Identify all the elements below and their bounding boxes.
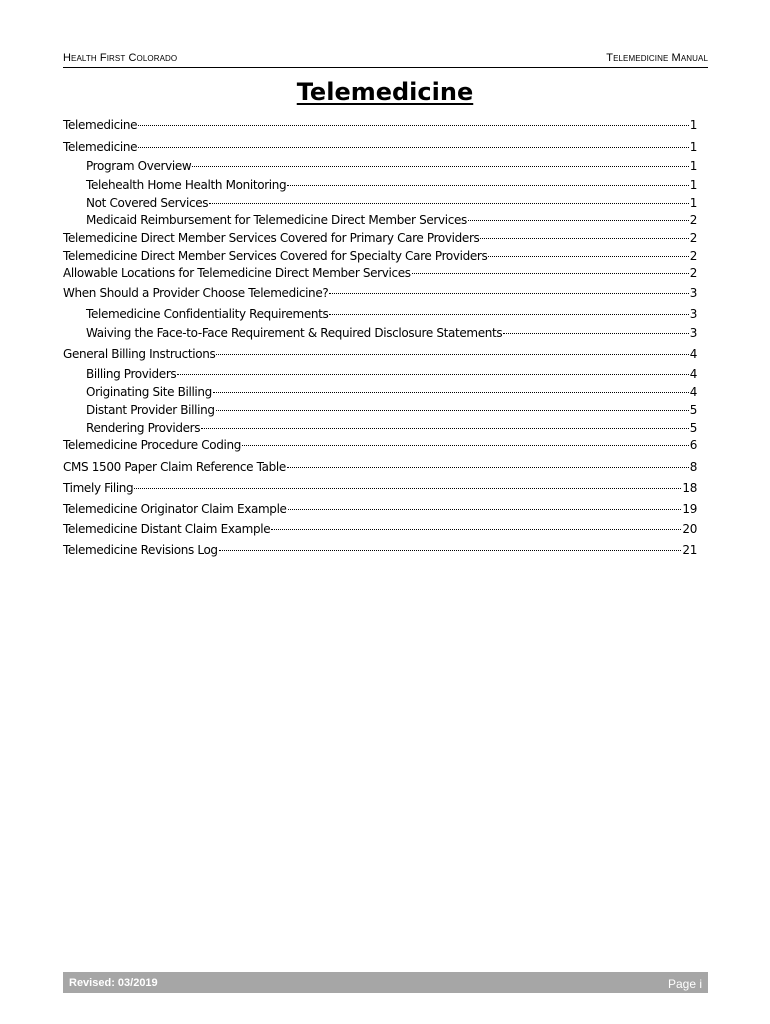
toc-entry-title: Billing Providers: [86, 367, 177, 381]
toc-entry[interactable]: [86, 420, 697, 436]
toc-entry-title: Medicaid Reimbursement for Telemedicine Direct Member Services: [86, 213, 467, 227]
toc-entry[interactable]: [86, 384, 697, 400]
toc-entry[interactable]: [86, 366, 697, 382]
toc-entry-title: When Should a Provider Choose Telemedicine?: [63, 286, 329, 300]
revised-date: Revised: 03/2019: [69, 977, 158, 989]
toc-entry-page: 1: [689, 196, 697, 210]
toc-entry[interactable]: [63, 521, 697, 537]
toc-entry-page: 6: [689, 438, 697, 452]
toc-entry[interactable]: [63, 230, 697, 246]
toc-dot-leader: [271, 529, 681, 530]
toc-dot-leader: [138, 147, 689, 148]
toc-entry[interactable]: [63, 117, 697, 133]
toc-entry-title: Telemedicine Confidentiality Requirements: [86, 307, 329, 321]
toc-entry-page: 5: [689, 403, 697, 417]
toc-entry[interactable]: [63, 248, 697, 264]
toc-entry-page: 4: [689, 347, 697, 361]
toc-dot-leader: [488, 256, 688, 257]
toc-dot-leader: [242, 445, 689, 446]
toc-dot-leader: [468, 220, 689, 221]
toc-entry-title: Not Covered Services: [86, 196, 209, 210]
toc-entry-page: 5: [689, 421, 697, 435]
toc-dot-leader: [134, 488, 681, 489]
toc-dot-leader: [287, 185, 688, 186]
toc-entry-page: 1: [689, 159, 697, 173]
toc-dot-leader: [216, 410, 689, 411]
toc-dot-leader: [138, 125, 689, 126]
toc-entry-title: Telemedicine Distant Claim Example: [63, 522, 271, 536]
toc-entry-page: 1: [689, 178, 697, 192]
toc-entry-title: Telemedicine Direct Member Services Covered for Specialty Care Providers: [63, 249, 488, 263]
toc-dot-leader: [213, 392, 689, 393]
toc-entry[interactable]: [86, 195, 697, 211]
toc-entry-title: Telemedicine Direct Member Services Covered for Primary Care Providers: [63, 231, 480, 245]
toc-dot-leader: [209, 203, 689, 204]
toc-entry-page: 2: [689, 266, 697, 280]
toc-entry-page: 20: [682, 522, 697, 536]
toc-entry-title: Waiving the Face-to-Face Requirement & Required Disclosure Statements: [86, 326, 503, 340]
toc-entry[interactable]: [63, 459, 697, 475]
toc-entry[interactable]: [86, 177, 697, 193]
toc-entry-page: 1: [689, 140, 697, 154]
toc-entry-page: 2: [689, 249, 697, 263]
toc-entry[interactable]: [63, 480, 697, 496]
toc-entry-title: Telemedicine: [63, 140, 138, 154]
toc-dot-leader: [216, 354, 688, 355]
toc-entry-page: 2: [689, 213, 697, 227]
toc-entry-title: General Billing Instructions: [63, 347, 216, 361]
page-title: Telemedicine: [296, 78, 474, 106]
toc-dot-leader: [288, 509, 682, 510]
toc-entry[interactable]: [63, 265, 697, 281]
toc-entry-title: Telemedicine Procedure Coding: [63, 438, 242, 452]
toc-dot-leader: [329, 293, 688, 294]
toc-entry-title: Telemedicine Originator Claim Example: [63, 502, 287, 516]
toc-entry-page: 8: [689, 460, 697, 474]
toc-entry-title: Telemedicine: [63, 118, 138, 132]
toc-entry-title: Originating Site Billing: [86, 385, 212, 399]
toc-entry[interactable]: [63, 285, 697, 301]
toc-entry-title: Program Overview: [86, 159, 192, 173]
toc-entry[interactable]: [86, 158, 697, 174]
toc-entry-page: 3: [689, 326, 697, 340]
toc-dot-leader: [219, 550, 682, 551]
toc-entry[interactable]: [86, 402, 697, 418]
toc-entry-title: Allowable Locations for Telemedicine Direct Member Services: [63, 266, 411, 280]
toc-entry[interactable]: [63, 346, 697, 362]
toc-entry-title: CMS 1500 Paper Claim Reference Table: [63, 460, 286, 474]
running-header: [63, 51, 708, 68]
toc-dot-leader: [412, 273, 689, 274]
toc-entry-page: 4: [689, 385, 697, 399]
toc-entry-title: Distant Provider Billing: [86, 403, 215, 417]
toc-entry[interactable]: [63, 501, 697, 517]
toc-entry-title: Rendering Providers: [86, 421, 201, 435]
toc-entry[interactable]: [86, 306, 697, 322]
toc-entry-page: 3: [689, 307, 697, 321]
page-number: Page i: [667, 977, 702, 991]
toc-entry-title: Telemedicine Revisions Log: [63, 543, 218, 557]
toc-entry-page: 2: [689, 231, 697, 245]
toc-dot-leader: [201, 428, 689, 429]
toc-dot-leader: [480, 238, 688, 239]
toc-entry[interactable]: [86, 325, 697, 341]
toc-entry-page: 1: [689, 118, 697, 132]
toc-entry[interactable]: [63, 542, 697, 558]
page-footer: [63, 972, 708, 993]
header-program-name: Health First Colorado: [63, 52, 178, 64]
toc-dot-leader: [503, 333, 688, 334]
toc-entry-page: 19: [682, 502, 697, 516]
toc-entry[interactable]: [63, 437, 697, 453]
toc-entry[interactable]: [63, 139, 697, 155]
toc-entry-title: Telehealth Home Health Monitoring: [86, 178, 287, 192]
toc-dot-leader: [192, 166, 688, 167]
toc-entry-page: 21: [682, 543, 697, 557]
toc-dot-leader: [177, 374, 688, 375]
toc-entry-page: 4: [689, 367, 697, 381]
toc-entry-page: 18: [682, 481, 697, 495]
toc-entry[interactable]: [86, 212, 697, 228]
toc-entry-page: 3: [689, 286, 697, 300]
header-manual-name: Telemedicine Manual: [606, 52, 708, 64]
toc-dot-leader: [287, 467, 689, 468]
toc-entry-title: Timely Filing: [63, 481, 134, 495]
toc-dot-leader: [329, 314, 688, 315]
